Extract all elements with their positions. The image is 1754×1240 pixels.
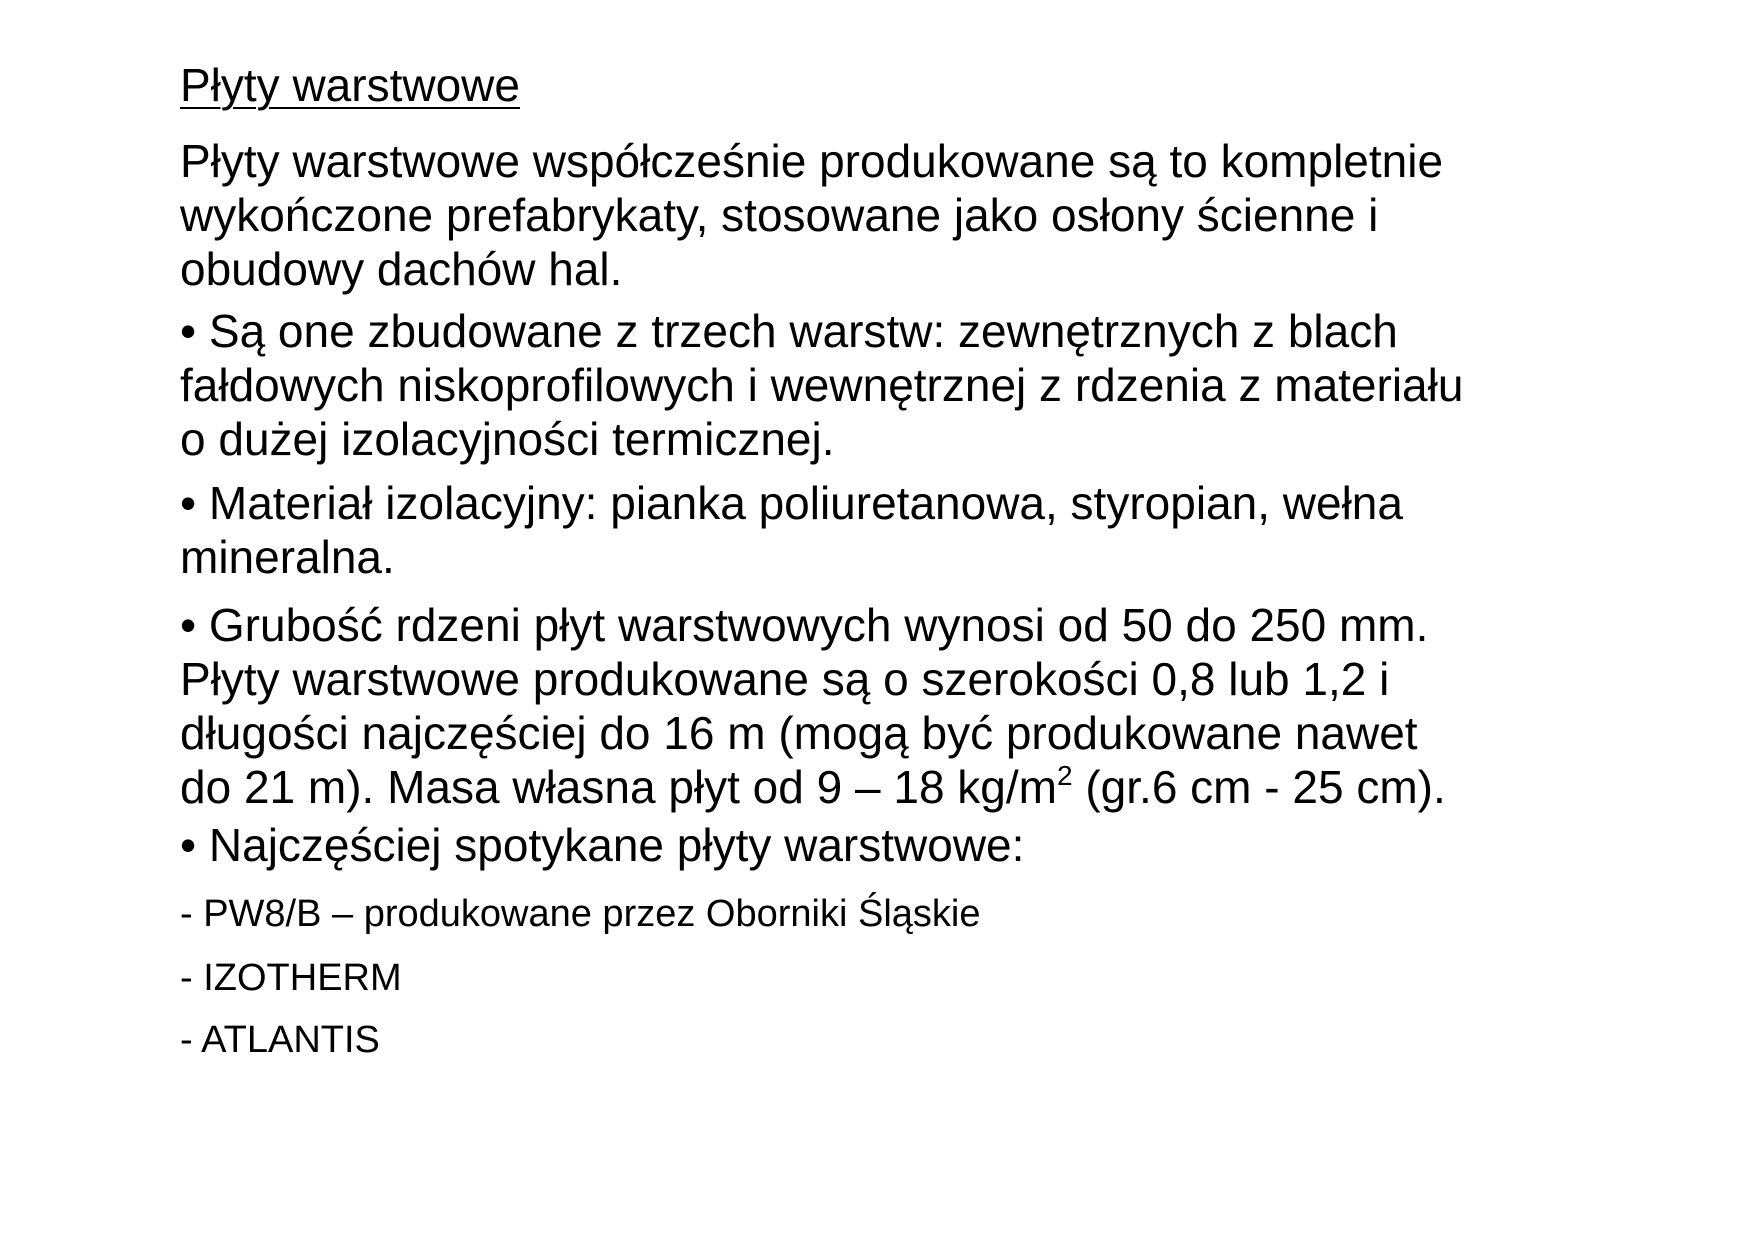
bullet-dimensions-line-2: Płyty warstwowe produkowane są o szerokości 0,8 lub 1,2 i bbox=[180, 653, 1390, 705]
bullet-layers-line-3: o dużej izolacyjności termicznej. bbox=[180, 413, 835, 465]
bullet-insulation-line-2: mineralna. bbox=[180, 531, 395, 583]
bullet-layers-line-2: fałdowych niskoprofilowych i wewnętrznej z rdzenia z materiału bbox=[180, 359, 1464, 411]
bullet-dimensions-line-4 bbox=[180, 760, 1446, 814]
list-item-pw8b: - PW8/B – produkowane przez Oborniki Śląskie bbox=[180, 893, 981, 935]
mass-text: do 21 m). Masa własna płyt od 9 – 18 kg/m bbox=[180, 761, 1057, 813]
intro-line-2: wykończone prefabrykaty, stosowane jako osłony ścienne i bbox=[180, 189, 1379, 241]
intro-line-3: obudowy dachów hal. bbox=[180, 243, 623, 295]
bullet-common-panels: • Najczęściej spotykane płyty warstwowe: bbox=[180, 819, 1025, 871]
thickness-range: (gr.6 cm - 25 cm). bbox=[1072, 761, 1446, 813]
bullet-insulation-line-1: • Materiał izolacyjny: pianka poliuretanowa, styropian, wełna bbox=[180, 477, 1403, 529]
superscript-2: 2 bbox=[1057, 760, 1073, 791]
intro-line-1: Płyty warstwowe współcześnie produkowane są to kompletnie bbox=[180, 135, 1444, 187]
list-item-izotherm: - IZOTHERM bbox=[180, 957, 402, 999]
bullet-dimensions bbox=[180, 598, 1446, 814]
list-item-atlantis: - ATLANTIS bbox=[180, 1019, 380, 1061]
bullet-insulation bbox=[180, 476, 1403, 584]
document-title: Płyty warstwowe bbox=[180, 59, 520, 111]
bullet-layers bbox=[180, 304, 1463, 466]
bullet-dimensions-line-1: • Grubość rdzeni płyt warstwowych wynosi od 50 do 250 mm. bbox=[180, 599, 1429, 651]
document-page bbox=[180, 0, 1600, 1240]
intro-paragraph bbox=[180, 134, 1443, 296]
bullet-layers-line-1: • Są one zbudowane z trzech warstw: zewnętrznych z blach bbox=[180, 305, 1398, 357]
bullet-dimensions-line-3: długości najczęściej do 16 m (mogą być produkowane nawet bbox=[180, 707, 1418, 759]
